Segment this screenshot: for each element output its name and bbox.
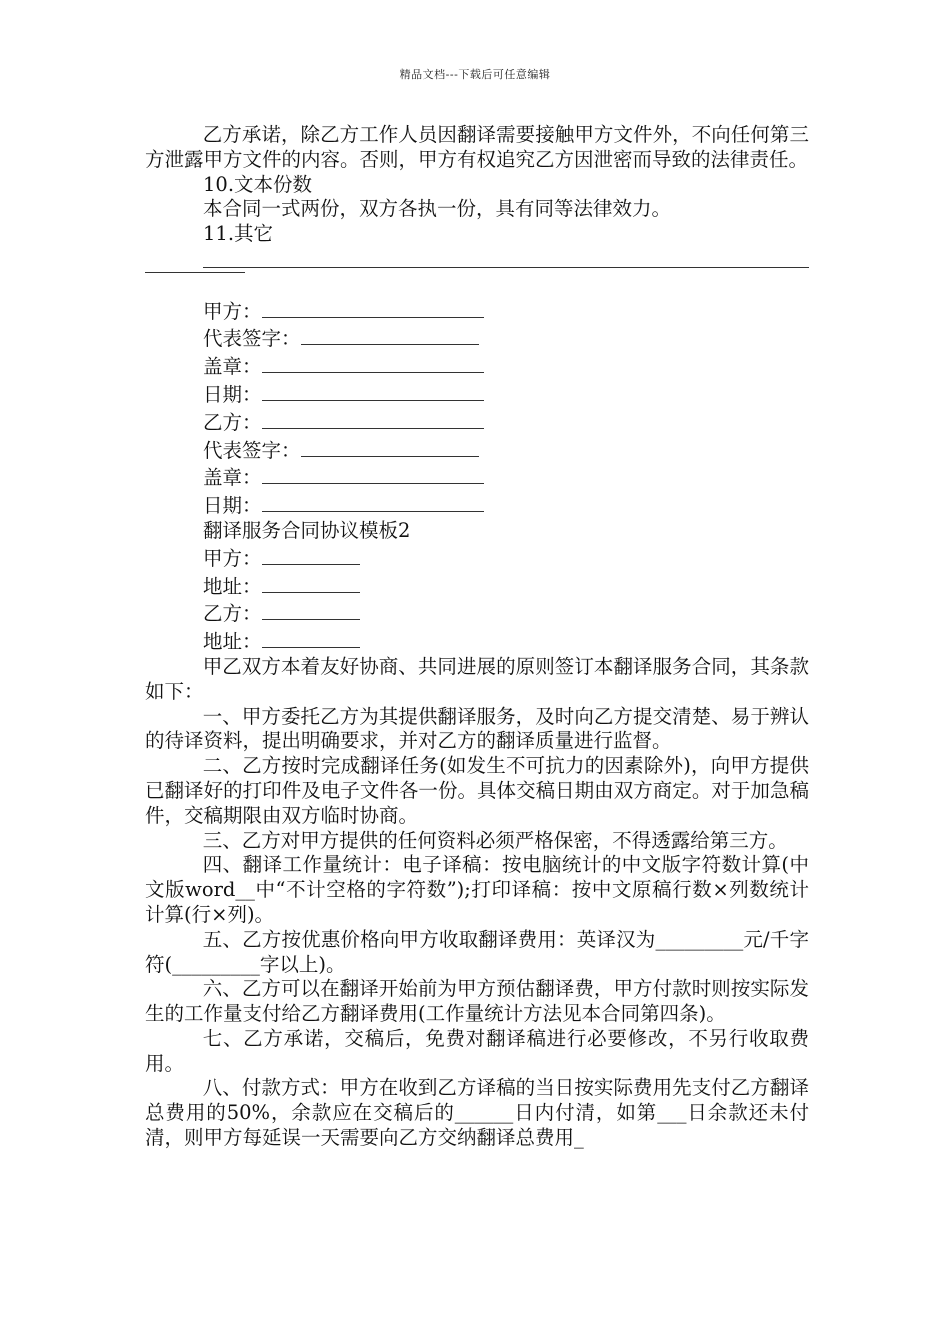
signature-party-b <box>145 408 809 436</box>
template-2-address-a <box>145 572 809 600</box>
signature-rep-a-blank[interactable] <box>301 324 479 345</box>
signature-party-b-label: 乙方： <box>203 410 262 434</box>
signature-date-a-label: 日期： <box>203 382 262 406</box>
clause-5: 五、乙方按优惠价格向甲方收取翻译费用：英译汉为_________元/千字符(_________字以上)。 <box>145 927 809 976</box>
signature-seal-a-label: 盖章： <box>203 355 262 379</box>
signature-seal-b-blank[interactable] <box>262 463 484 484</box>
template-2-address-b-blank[interactable] <box>262 627 360 648</box>
signature-date-a <box>145 380 809 408</box>
signature-rep-b <box>145 436 809 464</box>
signature-date-a-blank[interactable] <box>262 380 484 401</box>
template-2-address-a-blank[interactable] <box>262 572 360 593</box>
signature-seal-b <box>145 463 809 491</box>
signature-party-a-label: 甲方： <box>203 299 262 323</box>
signature-rep-b-blank[interactable] <box>301 436 479 457</box>
signature-party-a-blank[interactable] <box>262 297 484 318</box>
signature-party-b-blank[interactable] <box>262 408 484 429</box>
signature-date-b-blank[interactable] <box>262 491 484 512</box>
contract-intro: 甲乙双方本着友好协商、共同进展的原则签订本翻译服务合同，其条款如下： <box>145 654 809 703</box>
document-body <box>145 123 809 1151</box>
blank-line-other <box>145 247 809 272</box>
signature-seal-a-blank[interactable] <box>262 352 484 373</box>
template-2-title: 翻译服务合同协议模板2 <box>203 518 411 542</box>
clause-1: 一、甲方委托乙方为其提供翻译服务，及时向乙方提交清楚、易于辨认的待译资料，提出明确要求，并对乙方的翻译质量进行监督。 <box>145 704 809 753</box>
template-2-party-a-label: 甲方： <box>203 546 262 570</box>
clause-2: 二、乙方按时完成翻译任务(如发生不可抗力的因素除外)，向甲方提供已翻译好的打印件及电子文件各一份。具体交稿日期由双方商定。对于加急稿件，交稿期限由双方临时协商。 <box>145 754 809 827</box>
template-2-address-b <box>145 627 809 655</box>
clause-4: 四、翻译工作量统计：电子译稿：按电脑统计的中文版字符数计算(中文版word__中“不计空格的字符数”);打印译稿：按中文原稿行数×列数统计计算(行×列)。 <box>145 853 809 926</box>
signature-rep-a <box>145 324 809 352</box>
section-10-title: 10.文本份数 <box>203 172 313 196</box>
template-2-party-a-blank[interactable] <box>262 544 360 565</box>
clause-8: 八、付款方式：甲方在收到乙方译稿的当日按实际费用先支付乙方翻译总费用的50%，余款应在交稿后的______日内付清，如第___日余款还未付清，则甲方每延误一天需要向乙方交纳翻译总费用_ <box>145 1076 809 1150</box>
signature-seal-b-label: 盖章： <box>203 466 262 490</box>
blank-line-other-continued <box>145 272 809 297</box>
template-2-address-a-label: 地址： <box>203 574 262 598</box>
signature-date-b <box>145 491 809 519</box>
clause-6: 六、乙方可以在翻译开始前为甲方预估翻译费，甲方付款时则按实际发生的工作量支付给乙方翻译费用(工作量统计方法见本合同第四条)。 <box>145 977 809 1026</box>
section-10-text: 本合同一式两份，双方各执一份，具有同等法律效力。 <box>203 197 672 221</box>
signature-date-b-label: 日期： <box>203 494 262 518</box>
signature-rep-b-label: 代表签字： <box>203 438 301 462</box>
template-2-party-b-label: 乙方： <box>203 602 262 626</box>
clause-3: 三、乙方对甲方提供的任何资料必须严格保密，不得透露给第三方。 <box>202 828 788 852</box>
section-11-title: 11.其它 <box>203 222 274 246</box>
signature-rep-a-label: 代表签字： <box>203 327 301 351</box>
clause-7: 七、乙方承诺，交稿后，免费对翻译稿进行必要修改，不另行收取费用。 <box>145 1026 809 1075</box>
template-2-party-b-blank[interactable] <box>262 599 360 620</box>
page-header: 精品文档---下载后可任意编辑 <box>399 68 551 81</box>
signature-seal-a <box>145 352 809 380</box>
template-2-party-b <box>145 599 809 627</box>
paragraph-confidentiality: 乙方承诺，除乙方工作人员因翻译需要接触甲方文件外，不向任何第三方泄露甲方文件的内容。否则，甲方有权追究乙方因泄密而导致的法律责任。 <box>145 123 809 171</box>
template-2-party-a <box>145 544 809 572</box>
signature-party-a <box>145 297 809 325</box>
template-2-address-b-label: 地址： <box>203 630 262 654</box>
